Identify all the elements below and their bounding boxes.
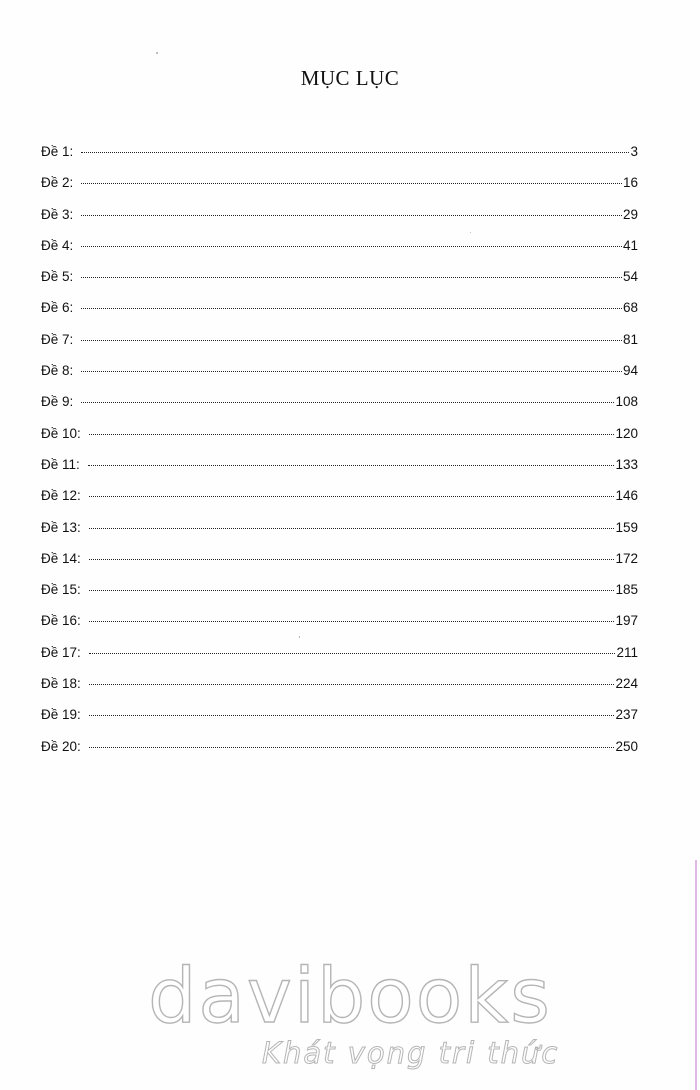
toc-entry-label: Đề 12: (41, 488, 81, 504)
toc-dot-leader (81, 215, 622, 216)
toc-entry-page-number: 172 (615, 550, 638, 566)
toc-dot-leader (81, 183, 622, 184)
toc-entry (41, 551, 638, 582)
toc-entry-page-number: 16 (622, 175, 638, 191)
toc-entry (41, 613, 638, 644)
toc-entry-page-number: 94 (622, 363, 638, 379)
toc-dot-leader (89, 434, 615, 435)
toc-entry-label: Đề 2: (41, 175, 74, 191)
toc-entry-page-number: 133 (615, 456, 638, 472)
toc-entry-page-number: 146 (615, 488, 638, 504)
toc-entry-page-number: 54 (622, 269, 638, 285)
toc-entry (41, 394, 638, 425)
toc-dot-leader (89, 684, 615, 685)
toc-dot-leader (89, 496, 615, 497)
toc-entry-page-number: 250 (615, 738, 638, 754)
toc-entry-page-number: 197 (615, 613, 638, 629)
watermark-brand: davibooks (148, 951, 552, 1040)
toc-entry-label: Đề 8: (41, 363, 74, 379)
toc-entry-page-number: 211 (616, 644, 638, 660)
paper-speck (470, 232, 471, 233)
toc-entry-label: Đề 11: (41, 456, 80, 472)
toc-entry (41, 300, 638, 331)
toc-entry (41, 332, 638, 363)
watermark-tagline: Khát vọng tri thức (262, 1036, 560, 1070)
toc-dot-leader (89, 621, 615, 622)
toc-dot-leader (89, 559, 615, 560)
toc-dot-leader (89, 747, 615, 748)
toc-dot-leader (81, 152, 629, 153)
toc-dot-leader (81, 340, 622, 341)
toc-dot-leader (89, 590, 615, 591)
toc-entry (41, 457, 638, 488)
toc-entry (41, 238, 638, 269)
toc-dot-leader (81, 246, 622, 247)
toc-entry-label: Đề 15: (41, 582, 81, 598)
toc-entry-label: Đề 14: (41, 550, 81, 566)
toc-entry-label: Đề 4: (41, 237, 74, 253)
toc-entry-page-number: 224 (615, 676, 638, 692)
page-edge-mark (695, 860, 697, 1090)
table-of-contents (41, 144, 638, 770)
toc-dot-leader (88, 465, 615, 466)
toc-dot-leader (81, 308, 622, 309)
toc-entry-page-number: 108 (615, 394, 638, 410)
toc-entry (41, 207, 638, 238)
toc-entry-label: Đề 5: (41, 269, 74, 285)
toc-entry-label: Đề 13: (41, 519, 81, 535)
toc-entry (41, 363, 638, 394)
toc-entry-label: Đề 20: (41, 738, 81, 754)
toc-entry (41, 175, 638, 206)
watermark (0, 951, 700, 1040)
toc-entry (41, 582, 638, 613)
toc-entry-page-number: 120 (615, 425, 638, 441)
toc-entry-label: Đề 9: (41, 394, 74, 410)
page-title: MỤC LỤC (300, 66, 400, 90)
toc-entry (41, 676, 638, 707)
paper-speck (156, 52, 158, 54)
toc-entry-page-number: 3 (630, 144, 638, 159)
toc-dot-leader (89, 653, 616, 654)
toc-entry-label: Đề 18: (41, 676, 81, 692)
toc-entry-label: Đề 3: (41, 206, 74, 222)
toc-dot-leader (81, 277, 622, 278)
toc-entry-page-number: 68 (622, 300, 638, 316)
toc-entry (41, 707, 638, 738)
toc-dot-leader (89, 528, 615, 529)
toc-entry-page-number: 237 (615, 707, 638, 723)
toc-entry-page-number: 159 (615, 519, 638, 535)
toc-entry (41, 520, 638, 551)
paper-speck (299, 636, 300, 638)
toc-entry (41, 739, 638, 770)
toc-dot-leader (81, 371, 622, 372)
toc-entry-label: Đề 6: (41, 300, 74, 316)
toc-entry-page-number: 81 (622, 331, 638, 347)
toc-entry-label: Đề 7: (41, 331, 74, 347)
toc-dot-leader (81, 402, 614, 403)
toc-entry (41, 645, 638, 676)
toc-entry-label: Đề 16: (41, 613, 81, 629)
toc-entry-label: Đề 10: (41, 425, 81, 441)
toc-entry-page-number: 29 (622, 206, 638, 222)
toc-entry-label: Đề 17: (41, 644, 81, 660)
toc-dot-leader (89, 715, 615, 716)
toc-entry-label: Đề 19: (41, 707, 81, 723)
toc-entry-label: Đề 1: (41, 144, 74, 159)
toc-entry (41, 144, 638, 175)
toc-entry-page-number: 41 (622, 237, 638, 253)
toc-entry (41, 488, 638, 519)
toc-entry (41, 426, 638, 457)
toc-entry (41, 269, 638, 300)
toc-entry-page-number: 185 (615, 582, 638, 598)
